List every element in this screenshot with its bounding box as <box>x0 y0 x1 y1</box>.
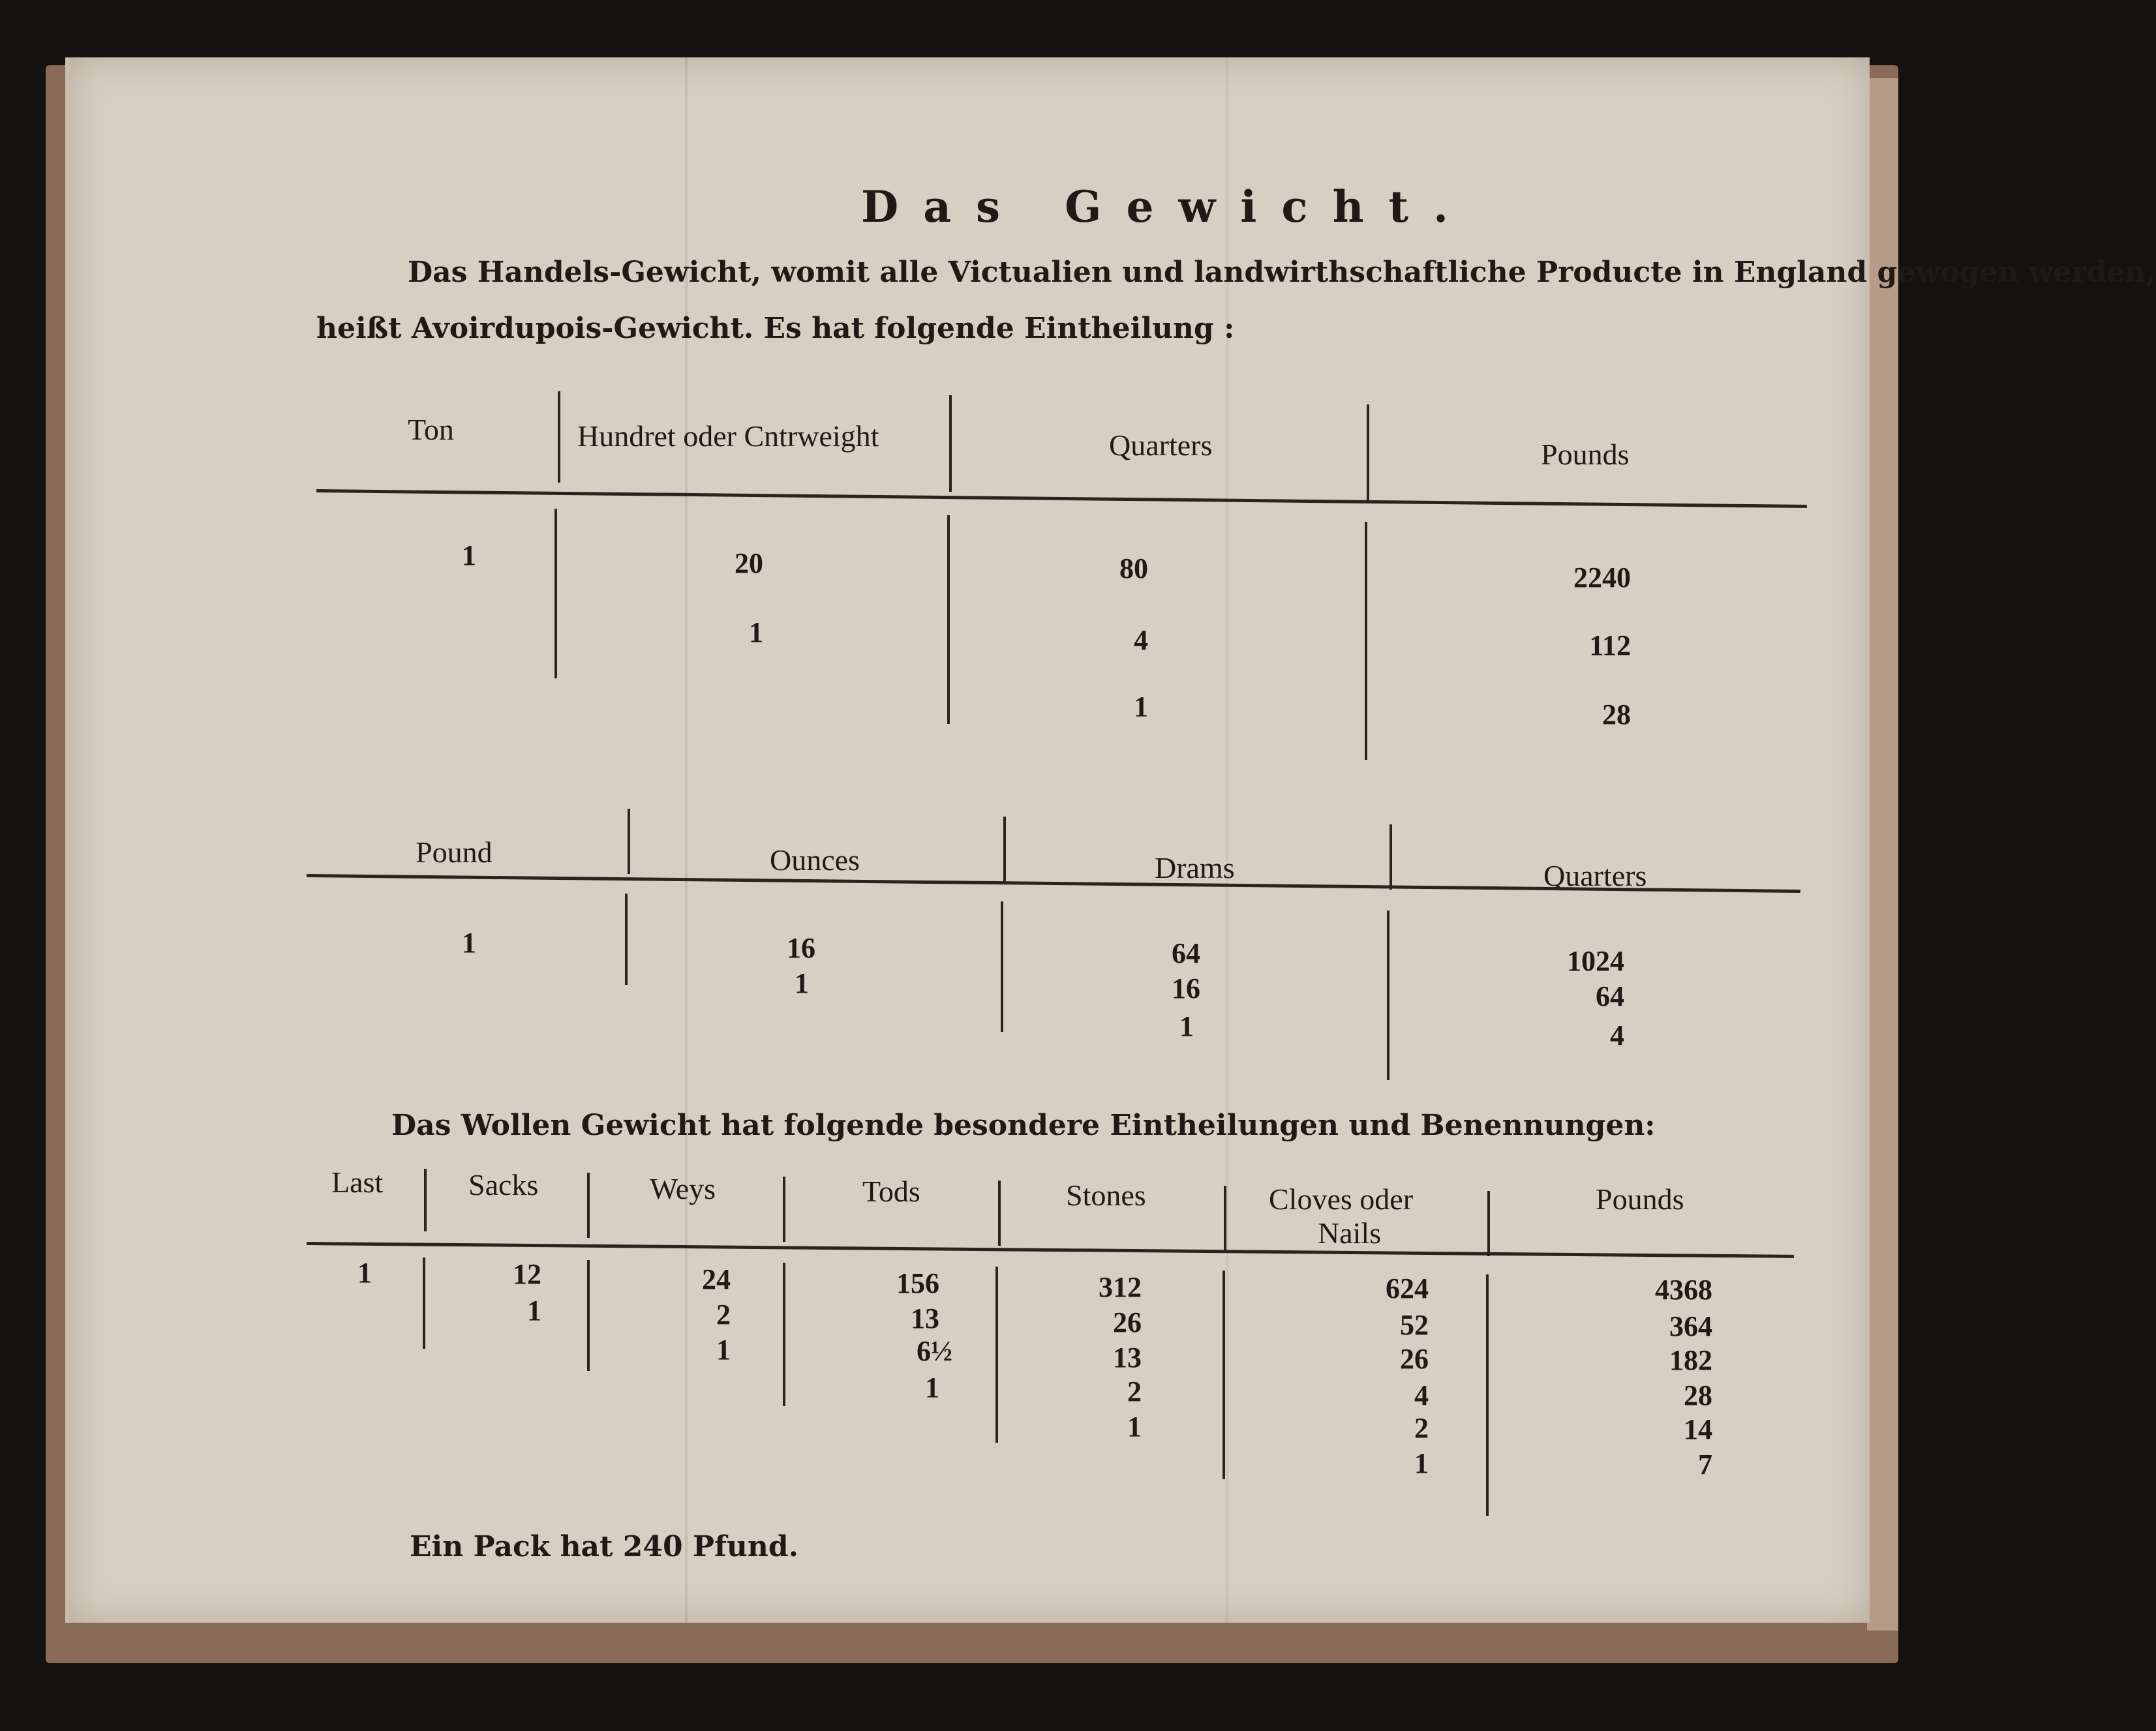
wool-heading: Das Wollen Gewicht hat folgende besondere Eintheilungen und Benennungen: <box>391 1109 1656 1142</box>
t2-divider <box>1001 901 1003 1032</box>
t3-header-last: Last <box>331 1166 384 1199</box>
t1-cell: 28 <box>1602 699 1631 730</box>
t1-divider <box>554 509 557 678</box>
t1-cell: 112 <box>1589 629 1631 661</box>
t3-cell: 182 <box>1669 1344 1712 1376</box>
t2-cell: 1 <box>1179 1010 1194 1042</box>
t2-divider <box>628 809 630 874</box>
t2-cell: 64 <box>1596 980 1624 1012</box>
t3-header-stones: Stones <box>1066 1179 1146 1212</box>
t3-divider <box>587 1173 590 1238</box>
t1-cell: 4 <box>1134 624 1148 656</box>
t3-header-weys: Weys <box>650 1172 716 1205</box>
t3-divider <box>1486 1274 1489 1516</box>
t3-header-cloves: Cloves oder <box>1269 1182 1414 1216</box>
t3-cell: 312 <box>1099 1271 1142 1303</box>
t3-cell: 2 <box>1414 1412 1429 1444</box>
pack-note: Ein Pack hat 240 Pfund. <box>410 1530 798 1563</box>
t2-cell: 16 <box>1172 972 1200 1004</box>
t1-divider <box>1367 404 1369 502</box>
t1-divider <box>1365 522 1367 760</box>
t1-cell: 2240 <box>1573 562 1631 594</box>
t3-cell: 7 <box>1698 1449 1712 1481</box>
t1-header-hundredweight: Hundret oder Cntrweight <box>577 419 879 453</box>
t3-cell: 28 <box>1684 1379 1712 1411</box>
page-title: Das Gewicht. <box>861 181 1474 232</box>
t3-divider <box>1222 1271 1225 1479</box>
t3-cell: 12 <box>513 1258 541 1290</box>
t3-divider <box>1487 1191 1490 1256</box>
page-fold-line <box>685 57 688 1623</box>
t3-cell: 26 <box>1400 1343 1429 1375</box>
book-page <box>65 57 1870 1623</box>
t3-divider <box>783 1177 785 1242</box>
t2-cell: 1 <box>462 927 476 959</box>
t1-cell: 1 <box>462 539 476 571</box>
t1-divider <box>558 391 560 483</box>
t2-cell: 64 <box>1172 937 1200 969</box>
intro-line-1: Das Handels-Gewicht, womit alle Victualien und landwirthschaftliche Producte in England gewogen werden, <box>408 256 2156 289</box>
t2-divider <box>1003 817 1006 882</box>
t2-header-drams: Drams <box>1155 851 1235 884</box>
t3-cell: 2 <box>1127 1376 1142 1407</box>
t1-divider <box>949 395 952 492</box>
t2-cell: 16 <box>787 932 815 964</box>
t3-cell: 1 <box>925 1372 939 1404</box>
t2-divider <box>1389 824 1392 890</box>
t2-cell: 1 <box>795 967 809 999</box>
intro-line-2: heißt Avoirdupois-Gewicht. Es hat folgende Eintheilung : <box>316 312 1235 345</box>
t3-cell: 364 <box>1669 1310 1712 1342</box>
t3-divider <box>998 1181 1001 1246</box>
t3-cell: 52 <box>1400 1309 1429 1341</box>
t2-header-quarters: Quarters <box>1543 859 1647 892</box>
t3-header-tods: Tods <box>862 1175 920 1208</box>
t1-cell: 1 <box>1134 691 1148 723</box>
t3-cell: 4 <box>1414 1379 1429 1411</box>
t1-cell: 20 <box>735 547 763 579</box>
t3-header-pounds: Pounds <box>1596 1182 1684 1216</box>
t2-header-ounces: Ounces <box>770 843 860 877</box>
t3-header-sacks: Sacks <box>468 1168 539 1201</box>
t3-cell: 14 <box>1684 1413 1712 1445</box>
t3-divider <box>995 1267 998 1443</box>
t3-cell: 13 <box>1113 1342 1142 1374</box>
t3-cell: 1 <box>716 1334 731 1366</box>
t3-divider <box>1224 1186 1226 1251</box>
page-fold-line-2 <box>1226 57 1228 1623</box>
t3-cell: 26 <box>1113 1306 1142 1338</box>
t2-cell: 4 <box>1610 1019 1624 1051</box>
t1-header-ton: Ton <box>408 413 454 446</box>
t2-divider <box>1387 911 1389 1080</box>
t3-cell: 1 <box>1414 1447 1429 1479</box>
t3-cell: 156 <box>896 1267 939 1299</box>
facing-page-edge <box>1867 78 1898 1631</box>
t3-cell: 13 <box>911 1302 939 1334</box>
t2-header-pound: Pound <box>416 835 493 869</box>
t3-cell: 6½ <box>917 1335 952 1367</box>
t1-cell: 80 <box>1119 552 1148 584</box>
t3-divider <box>783 1263 785 1406</box>
t2-cell: 1024 <box>1567 945 1624 977</box>
t3-cell: 624 <box>1386 1272 1429 1304</box>
t3-divider <box>587 1260 590 1371</box>
t3-cell: 24 <box>702 1263 731 1295</box>
t1-cell: 1 <box>749 616 763 648</box>
t3-divider <box>424 1169 427 1231</box>
t3-divider <box>423 1257 425 1349</box>
t3-cell: 1 <box>527 1295 541 1327</box>
t1-header-pounds: Pounds <box>1541 438 1630 471</box>
t3-cell: 4368 <box>1655 1274 1712 1306</box>
t1-divider <box>947 515 950 724</box>
t3-header-nails: Nails <box>1318 1216 1382 1250</box>
t2-divider <box>625 894 628 985</box>
t3-cell: 1 <box>1127 1411 1142 1443</box>
t1-header-quarters: Quarters <box>1109 429 1213 462</box>
t3-cell: 1 <box>357 1257 372 1289</box>
t3-cell: 2 <box>716 1299 731 1331</box>
